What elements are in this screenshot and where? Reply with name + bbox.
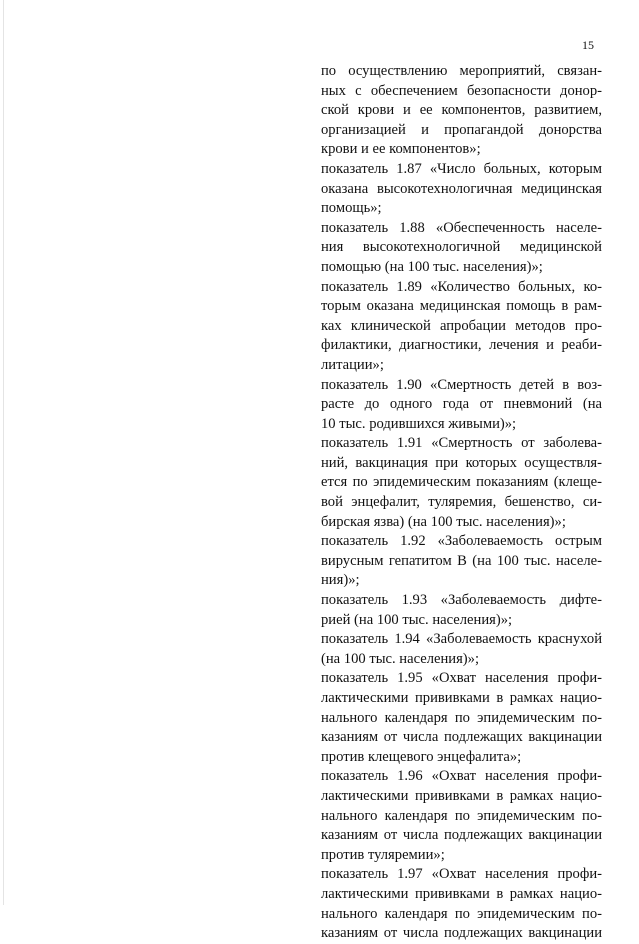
text-line: организацией и пропагандой донорства [321,121,602,138]
text-line: ния)»; [321,572,360,589]
text-line: литации»; [321,356,384,373]
text-line: казаниям от числа подлежащих вакцинации [321,925,602,942]
text-line: ется по эпидемическим показаниям (клеще- [321,474,602,491]
text-line: расте до одного года от пневмоний (на [321,396,602,413]
text-line: помощью (на 100 тыс. населения)»; [321,258,543,275]
text-line: оказана высокотехнологичная медицинская [321,180,602,197]
text-line: ской крови и ее компонентов, развитием, [321,102,602,119]
text-line: филактики, диагностики, лечения и реаби- [321,337,602,354]
text-line: против клещевого энцефалита»; [321,748,522,765]
text-line: лактическими прививками в рамках нацио- [321,885,602,902]
text-line: ния высокотехнологичной медицинской [321,239,602,256]
text-line: лактическими прививками в рамках нацио- [321,787,602,804]
text-line: нального календаря по эпидемическим по- [321,905,602,922]
text-line: нального календаря по эпидемическим по- [321,709,602,726]
text-line: показатель 1.90 «Смертность детей в воз- [321,376,602,393]
text-line: показатель 1.92 «Заболеваемость острым [321,533,602,550]
text-line: показатель 1.88 «Обеспеченность населе- [321,219,602,236]
text-line: бирская язва) (на 100 тыс. населения)»; [321,513,566,530]
text-line: рией (на 100 тыс. населения)»; [321,611,513,628]
text-line: показатель 1.89 «Количество больных, ко- [321,278,602,295]
text-line: показатель 1.96 «Охват населения профи- [321,768,602,785]
text-line: торым оказана медицинская помощь в рам- [321,298,602,315]
text-line: ках клинической апробации методов про- [321,317,602,334]
body-text-column [321,62,602,944]
text-line: (на 100 тыс. населения)»; [321,650,480,667]
text-line: по осуществлению мероприятий, связан- [321,63,602,79]
text-line: показатель 1.94 «Заболеваемость краснухой [321,631,602,648]
text-line: вирусным гепатитом В (на 100 тыс. населе- [321,552,602,569]
text-line: крови и ее компонентов»; [321,141,481,158]
text-line: помощь»; [321,200,382,217]
page-number: 15 [582,38,594,52]
text-line: казаниям от числа подлежащих вакцинации [321,729,602,746]
text-line: нального календаря по эпидемическим по- [321,807,602,824]
text-line: показатель 1.87 «Число больных, которым [321,160,602,177]
text-line: казаниям от числа подлежащих вакцинации [321,827,602,844]
text-line: показатель 1.93 «Заболеваемость дифте- [321,592,602,609]
text-line: против туляремии»; [321,846,445,863]
text-line: показатель 1.91 «Смертность от заболева- [321,435,602,452]
text-line: лактическими прививками в рамках нацио- [321,690,602,706]
text-line: вой энцефалит, туляремия, бешенство, си- [321,494,602,511]
text-line: ных с обеспечением безопасности донор- [321,82,602,99]
scan-edge-line [3,0,4,905]
text-line: ний, вакцинация при которых осуществля- [321,454,602,471]
text-line: 10 тыс. родившихся живыми)»; [321,415,517,432]
text-line: показатель 1.95 «Охват населения профи- [321,670,602,687]
text-line: показатель 1.97 «Охват населения профи- [321,866,602,883]
